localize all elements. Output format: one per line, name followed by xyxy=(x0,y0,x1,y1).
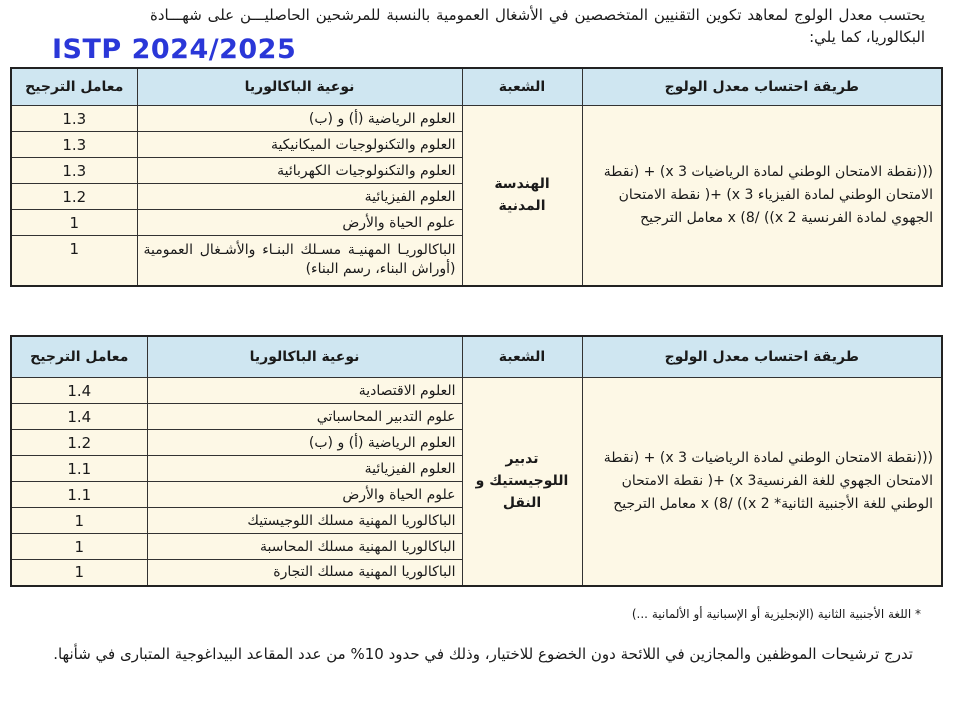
coefficient: 1.3 xyxy=(11,106,137,132)
coefficient: 1.1 xyxy=(11,482,147,508)
coefficient: 1 xyxy=(11,236,137,286)
calculation-method: (((نقطة الامتحان الوطني لمادة الرياضيات x 3) + (نقطة الامتحان الجهوي للغة الفرنسيةx 3) +( نقطة الامتحان الوطني للغة الأجنبية الثانية* x 2)) /8) x معامل الترجيح xyxy=(582,378,942,586)
footer-paragraph: تدرج ترشيحات الموظفين والمجازين في اللائحة دون الخضوع للاختيار، وذلك في حدود 10% من عدد المقاعد البيداغوجية المتبارى في شأنها. xyxy=(53,645,913,663)
bac-type: الباكالوريا المهنية مسلك المحاسبة xyxy=(147,534,462,560)
bac-type: الباكالوريـا المهنيـة مسـلك البنـاء والأشـغال العمومية (أوراش البناء، رسم البناء) xyxy=(137,236,462,286)
bac-type: العلوم الفيزيائية xyxy=(147,456,462,482)
coefficient: 1.3 xyxy=(11,132,137,158)
logistics-table xyxy=(10,335,943,587)
civil-engineering-table xyxy=(10,67,943,287)
bac-type: العلوم الفيزيائية xyxy=(137,184,462,210)
header-bac: نوعية الباكالوريا xyxy=(137,68,462,106)
bac-type: العلوم الاقتصادية xyxy=(147,378,462,404)
coefficient: 1.1 xyxy=(11,456,147,482)
bac-type: الباكالوريا المهنية مسلك التجارة xyxy=(147,560,462,586)
coefficient: 1.4 xyxy=(11,404,147,430)
header-branch: الشعبة xyxy=(462,336,582,378)
coefficient: 1.2 xyxy=(11,184,137,210)
bac-type: العلوم والتكنولوجيات الكهربائية xyxy=(137,158,462,184)
table-row xyxy=(11,106,942,132)
header-bac: نوعية الباكالوريا xyxy=(147,336,462,378)
branch-name: الهندسة المدنية xyxy=(462,106,582,286)
coefficient: 1.3 xyxy=(11,158,137,184)
bac-type: علوم الحياة والأرض xyxy=(137,210,462,236)
table-header-row xyxy=(11,68,942,106)
coefficient: 1 xyxy=(11,534,147,560)
coefficient: 1 xyxy=(11,508,147,534)
header-coef: معامل الترجيح xyxy=(11,336,147,378)
header-method: طريقة احتساب معدل الولوج xyxy=(582,336,942,378)
intro-paragraph: يحتسب معدل الولوج لمعاهد تكوين التقنيين المتخصصين في الأشغال العمومية بالنسبة للمرشحين الحاصليـــن على شهـــادة البكالوريا، كما يلي: xyxy=(150,6,925,46)
bac-type: العلوم الرياضية (أ) و (ب) xyxy=(137,106,462,132)
bac-type: العلوم والتكنولوجيات الميكانيكية xyxy=(137,132,462,158)
coefficient: 1.2 xyxy=(11,430,147,456)
istp-year-stamp: ISTP 2024/2025 xyxy=(52,34,297,65)
bac-type: علوم الحياة والأرض xyxy=(147,482,462,508)
bac-type: الباكالوريا المهنية مسلك اللوجيستيك xyxy=(147,508,462,534)
table-header-row xyxy=(11,336,942,378)
header-coef: معامل الترجيح xyxy=(11,68,137,106)
footnote: * اللغة الأجنبية الثانية (الإنجليزية أو الإسبانية أو الألمانية ...) xyxy=(631,607,921,621)
header-branch: الشعبة xyxy=(462,68,582,106)
coefficient: 1 xyxy=(11,210,137,236)
branch-name: تدبير اللوجيستيك و النقل xyxy=(462,378,582,586)
calculation-method: (((نقطة الامتحان الوطني لمادة الرياضيات x 3) + (نقطة الامتحان الوطني لمادة الفيزياء x 3) +( نقطة الامتحان الجهوي لمادة الفرنسية x 2)) /8) x معامل الترجيح xyxy=(582,106,942,286)
table-row xyxy=(11,378,942,404)
header-method: طريقة احتساب معدل الولوج xyxy=(582,68,942,106)
bac-type: العلوم الرياضية (أ) و (ب) xyxy=(147,430,462,456)
coefficient: 1 xyxy=(11,560,147,586)
coefficient: 1.4 xyxy=(11,378,147,404)
bac-type: علوم التدبير المحاسباتي xyxy=(147,404,462,430)
